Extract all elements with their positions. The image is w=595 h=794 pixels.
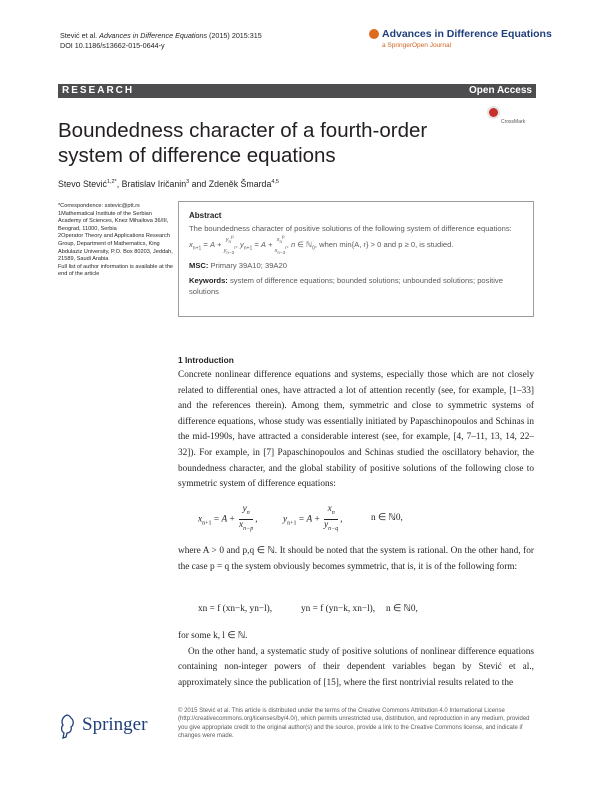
abstract-text: The boundedness character of positive solutions of the following system of difference equations: $x_{n+1} = A + y_n^p$ $y_{n-3}^r$, $y_{n+1} = A + x_n^p$ $x_{n-3}^r$, n ∈ ℕ$_0$, when min{A, r} > 0 and p ≥ 0, is studied. — [189, 223, 512, 255]
section-heading: 1 Introduction — [178, 355, 234, 365]
abstract-heading: Abstract — [189, 211, 222, 220]
affiliations — [58, 203, 176, 279]
publisher-name: Springer — [82, 714, 148, 735]
cite-year: (2015) 2015:315 — [207, 31, 262, 40]
crossmark-badge[interactable] — [487, 106, 533, 126]
equation-1: $x_{n+1} = A$ + $\frac{y_n}{x_{n-p}}$ , $y_{n+1} = A$ + $\frac{x_n}{y_{n-q}}$ , n ∈ ℕ0, — [198, 504, 403, 532]
affiliation-2: 2Operator Theory and Applications Research Group, Department of Mathematics, King Abdulaziz University, P.O. Box 80203, Jeddah, 21589, Saudi Arabia — [58, 233, 173, 263]
paragraph-1: Concrete nonlinear difference equations and systems, especially those which are not closely related to differential ones, have attracted a lot of attention recently (see, for example, [1–33] and the references therein). Among them, symmetric and close to symmetric systems of difference equations, whose study was essentially initiated by Papaschinopoulos and Schinas in the mid-1990s, have attracted a considerable interest (see, for example, [4, 7–11, 13, 14, 22–32]). For example, in [7] Papaschinopoulos and Schinas studied the oscillatory behavior, the boundedness character, and the global stability of positive solutions of the following close to symmetric system of difference equations: — [178, 370, 534, 490]
springer-logo[interactable] — [58, 713, 168, 741]
cite-author: Stević et al. — [60, 31, 98, 40]
equation-1-domain: n ∈ ℕ0, — [371, 513, 403, 523]
journal-mark-icon — [369, 29, 379, 39]
paragraph-2: where A > 0 and p,q ∈ ℕ. It should be noted that the system is rational. On the other hand, for the case p = q the system obviously becomes symmetric, that is, it is of the following form: — [178, 546, 534, 572]
abstract-box — [178, 201, 534, 317]
msc-line: MSC: Primary 39A10; 39A20 — [189, 260, 287, 270]
paragraph-3: for some k, l ∈ ℕ. — [178, 631, 248, 641]
affiliation-1: 1Mathematical Institute of the Serbian Academy of Sciences, Knez Mihailova 36/III, Beograd, 11000, Serbia — [58, 210, 169, 232]
citation-header — [60, 31, 262, 50]
journal-logo[interactable] — [369, 28, 552, 52]
cite-journal: Advances in Difference Equations — [99, 31, 208, 40]
equation-2: xn = f (xn−k, yn−l), yn = f (yn−k, xn−l), n ∈ ℕ0, — [198, 604, 418, 614]
open-access-label: Open Access — [469, 85, 532, 96]
article-title: Boundedness character of a fourth-order system of difference equations — [58, 119, 428, 167]
license-text: © 2015 Stević et al. This article is distributed under the terms of the Creative Commons Attribution 4.0 International License (http://creativecommons.org/licenses/by/4.0/), which permits unrestricted use, distribution, and reproduction in any medium, provided you give appropriate credit to the original author(s) and the source, provide a link to the Creative Commons license, and indicate if changes were made. — [178, 708, 530, 739]
affiliation-note: Full list of author information is available at the end of the article — [58, 263, 174, 278]
body-text — [178, 368, 534, 691]
correspondence[interactable]: *Correspondence: sstevic@ptt.rs — [58, 203, 140, 209]
author-list: Stevo Stević$^{1,2*}$, Bratislav Iričanin$^3$ and Zdeněk Šmarda$^{4,5}$ — [58, 179, 279, 189]
crossmark-icon — [487, 106, 500, 119]
doi[interactable]: DOI 10.1186/s13662-015-0644-y — [60, 40, 165, 50]
journal-logo-title: Advances in Difference Equations — [382, 28, 552, 40]
crossmark-label: CrossMark — [501, 119, 526, 125]
keywords-line: Keywords: system of difference equations; bounded solutions; unbounded solutions; positive solutions — [189, 276, 503, 296]
springer-horse-icon — [58, 713, 76, 739]
journal-logo-subtitle: a SpringerOpen Journal — [382, 42, 452, 49]
article-type-label: RESEARCH — [62, 85, 135, 96]
paragraph-4: On the other hand, a systematic study of positive solutions of nonlinear difference equations containing non-integer powers of their dependent variables began by Stević et al., approximately since the publication of [15], where the first nontrivial results related to the — [178, 646, 534, 688]
article-type-bar — [58, 84, 536, 98]
